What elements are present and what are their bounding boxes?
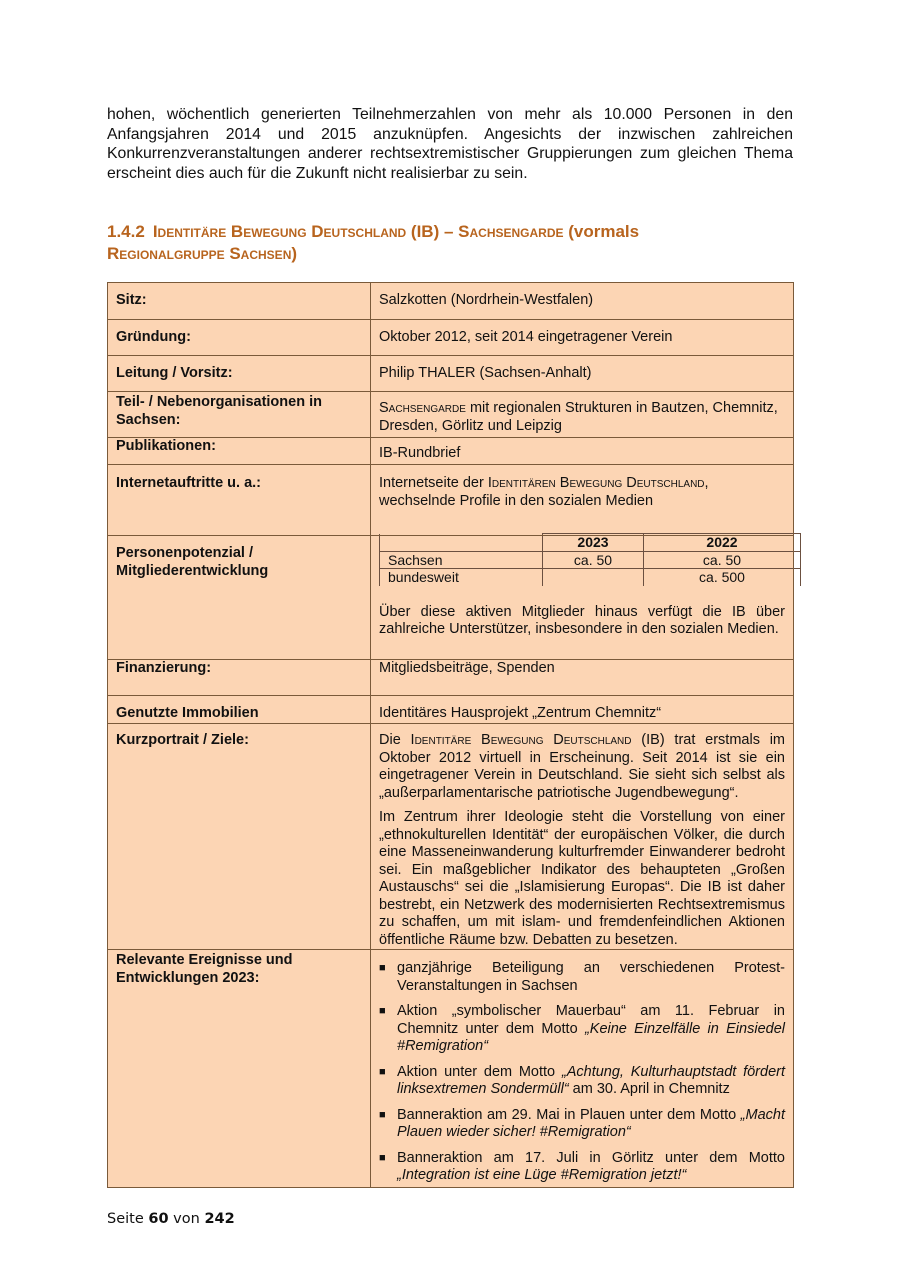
- membership-value-2023: [543, 569, 644, 586]
- value-ereignisse: [371, 950, 794, 1188]
- value-finanzierung: Mitgliedsbeiträge, Spenden: [371, 660, 794, 696]
- kurzportrait-paragraph-1: [379, 732, 785, 802]
- value-kurzportrait: [371, 724, 794, 950]
- value-gruendung: Oktober 2012, seit 2014 eingetragener Verein: [371, 320, 794, 356]
- event-item: [379, 960, 785, 995]
- row-teilorganisationen: [108, 392, 794, 438]
- event-motto: „Achtung, Kulturhauptstadt fördert linksextremen Sondermüll“: [397, 1063, 785, 1097]
- row-ereignisse: [108, 950, 794, 1188]
- label-personenpotenzial: Personenpotenzial / Mitgliederentwicklung: [108, 536, 371, 660]
- footer-total-pages: 242: [204, 1211, 235, 1227]
- event-item: [379, 1003, 785, 1056]
- event-item: [379, 1150, 785, 1185]
- bullet-icon: ■: [379, 1005, 386, 1017]
- section-title: Identitäre Bewegung Deutschland (IB) – Sachsengarde: [152, 222, 564, 241]
- membership-region: bundesweit: [380, 569, 543, 586]
- footer-page-number: 60: [148, 1211, 169, 1227]
- value-internet: [371, 465, 794, 536]
- row-sitz: [108, 283, 794, 320]
- internet-org-name: Identitären Bewegung Deutschland: [487, 475, 705, 491]
- internet-text-post: , wechselnde Profile in den sozialen Medien: [379, 475, 709, 509]
- kurzportrait-org-name: Identitäre Bewegung Deutschland: [410, 732, 632, 748]
- row-immobilien: [108, 696, 794, 724]
- row-publikationen: [108, 438, 794, 465]
- label-leitung: Leitung / Vorsitz:: [108, 356, 371, 392]
- membership-table: [379, 533, 801, 586]
- section-title-continued: Regionalgruppe Sachsen): [107, 244, 298, 263]
- bullet-icon: ■: [379, 1108, 386, 1121]
- kurzportrait-paragraph-2: Im Zentrum ihrer Ideologie steht die Vorstellung von einer „ethnokulturellen Identität“ der europäischen Völker, die durch eine Masseneinwanderung kulturfremder Einwanderer bedroht sei. Ein maßgeblicher Indikator des behaupteten „Großen Austauschs“ sei die „Islamisierung Europas“. Die IB ist daher bestrebt, ein Netzwerk des modernisierten Rechtsextremismus zu schaffen, um mit islam- und fremdenfeindlichen Aktionen öffentliche Räume bzw. Debatten zu besetzen.: [379, 809, 785, 948]
- row-leitung: [108, 356, 794, 392]
- membership-year-2023: 2023: [543, 534, 644, 552]
- row-kurzportrait: [108, 724, 794, 950]
- footer-middle: von: [173, 1211, 200, 1227]
- internet-text-pre: Internetseite der: [379, 475, 484, 491]
- value-immobilien: Identitäres Hausprojekt „Zentrum Chemnitz“: [371, 696, 794, 724]
- value-sitz: Salzkotten (Nordrhein-Westfalen): [371, 283, 794, 320]
- events-list: [379, 960, 785, 1185]
- membership-year-2022: 2022: [644, 534, 801, 552]
- label-gruendung: Gründung:: [108, 320, 371, 356]
- row-personenpotenzial: [108, 536, 794, 660]
- kurzportrait-p1-pre: Die: [379, 732, 401, 748]
- label-sitz: Sitz:: [108, 283, 371, 320]
- membership-note: Über diese aktiven Mitglieder hinaus verfügt die IB über zahlreiche Unterstützer, insbesondere in den sozialen Medien.: [379, 603, 785, 637]
- value-leitung: Philip THALER (Sachsen-Anhalt): [371, 356, 794, 392]
- event-text: Banneraktion am 29. Mai in Plauen unter dem Motto: [397, 1106, 741, 1123]
- membership-region: Sachsen: [380, 551, 543, 569]
- label-teilorganisationen: Teil- / Nebenorganisationen in Sachsen:: [108, 392, 371, 438]
- bullet-icon: ■: [379, 962, 386, 974]
- event-motto: „Keine Einzelfälle in Einsiedel #Remigration“: [397, 1020, 785, 1054]
- sachsengarde-name: Sachsengarde: [379, 400, 466, 416]
- membership-value-2023: ca. 50: [543, 551, 644, 569]
- footer-prefix: Seite: [107, 1211, 144, 1227]
- membership-header-row: [380, 534, 801, 552]
- page-footer: [107, 1211, 235, 1227]
- label-kurzportrait: Kurzportrait / Ziele:: [108, 724, 371, 950]
- event-motto: „Integration ist eine Lüge #Remigration jetzt!“: [397, 1167, 687, 1183]
- kurzportrait-p1-post: (IB) trat erstmals im Oktober 2012 virtuell in Erscheinung. Seit 2014 ist sie ein eingetragener Verein in Deutschland. Sie sieht sich selbst als „außerparlamentarische patriotische Jugendbewegung“.: [379, 732, 786, 801]
- section-title-suffix: (vormals: [568, 222, 640, 241]
- row-gruendung: [108, 320, 794, 356]
- event-text-post: am 30. April in Chemnitz: [568, 1081, 730, 1097]
- row-finanzierung: [108, 660, 794, 696]
- label-finanzierung: Finanzierung:: [108, 660, 371, 696]
- row-internet: [108, 465, 794, 536]
- label-publikationen: Publikationen:: [108, 438, 371, 465]
- event-item: [379, 1107, 785, 1142]
- membership-row-bundesweit: [380, 569, 801, 586]
- event-text: Banneraktion am 17. Juli in Görlitz unter dem Motto: [397, 1149, 785, 1166]
- intro-paragraph: hohen, wöchentlich generierten Teilnehmerzahlen von mehr als 10.000 Personen in den Anfangsjahren 2014 und 2015 anzuknüpfen. Angesichts der inzwischen zahlreichen Konkurrenzveranstaltungen anderer rechtsextremistischer Gruppierungen zum gleichen Thema erscheint dies auch für die Zukunft nicht realisierbar zu sein.: [107, 106, 793, 182]
- organization-profile-table: [107, 282, 794, 1188]
- membership-row-sachsen: [380, 551, 801, 569]
- section-number: 1.4.2: [107, 222, 145, 241]
- bullet-icon: ■: [379, 1151, 386, 1164]
- label-internet: Internetauftritte u. a.:: [108, 465, 371, 536]
- membership-header-blank: [380, 534, 543, 552]
- bullet-icon: ■: [379, 1065, 386, 1078]
- membership-value-2022: ca. 500: [644, 569, 801, 586]
- value-teilorganisationen: [371, 392, 794, 438]
- event-text: Aktion unter dem Motto: [397, 1063, 562, 1080]
- label-immobilien: Genutzte Immobilien: [108, 696, 371, 724]
- membership-value-2022: ca. 50: [644, 551, 801, 569]
- value-personenpotenzial: [371, 536, 794, 660]
- section-heading: [107, 221, 793, 265]
- value-publikationen: IB-Rundbrief: [371, 438, 794, 465]
- teilorganisationen-text: mit regionalen Strukturen in Bautzen, Chemnitz, Dresden, Görlitz und Leipzig: [379, 400, 778, 434]
- label-ereignisse: Relevante Ereignisse und Entwicklungen 2023:: [108, 950, 371, 1188]
- event-item: [379, 1064, 785, 1099]
- event-text: Aktion „symbolischer Mauerbau“ am 11. Februar in Chemnitz unter dem Motto: [397, 1003, 785, 1037]
- event-text: ganzjährige Beteiligung an verschiedenen Protest-Veranstaltungen in Sachsen: [397, 960, 785, 994]
- event-motto: „Macht Plauen wieder sicher! #Remigration“: [397, 1106, 785, 1140]
